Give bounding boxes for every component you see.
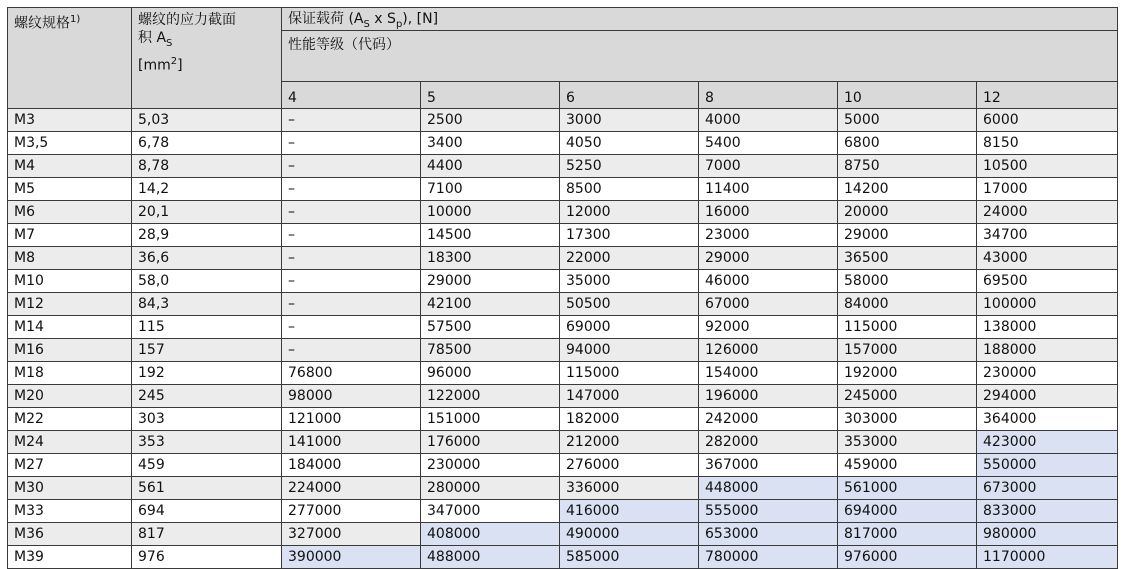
header-stress-area-unit: $[mm^2]$	[138, 55, 183, 74]
cell-proof-load-grade-8: 242000	[699, 408, 838, 431]
cell-proof-load-grade-10: 353000	[838, 431, 977, 454]
cell-stress-area: 245	[132, 385, 282, 408]
header-stress-area-line2: 积 $A_S$	[138, 30, 173, 49]
table-row	[8, 247, 1118, 270]
header-grade-8: 8	[699, 82, 838, 109]
cell-thread-size: M10	[8, 270, 132, 293]
cell-proof-load-grade-6: 94000	[560, 339, 699, 362]
cell-proof-load-grade-8: 780000	[699, 546, 838, 569]
cell-proof-load-grade-4: 390000	[282, 546, 421, 569]
cell-proof-load-grade-6: 585000	[560, 546, 699, 569]
cell-proof-load-grade-8: 653000	[699, 523, 838, 546]
cell-proof-load-grade-12: 43000	[977, 247, 1118, 270]
cell-proof-load-grade-10: 459000	[838, 454, 977, 477]
cell-proof-load-grade-8: 92000	[699, 316, 838, 339]
cell-proof-load-grade-4: –	[282, 293, 421, 316]
cell-proof-load-grade-6: 147000	[560, 385, 699, 408]
cell-proof-load-grade-6: 8500	[560, 178, 699, 201]
cell-proof-load-grade-12: 8150	[977, 132, 1118, 155]
cell-stress-area: 115	[132, 316, 282, 339]
cell-proof-load-grade-4: 98000	[282, 385, 421, 408]
table-row	[8, 500, 1118, 523]
cell-proof-load-grade-10: 303000	[838, 408, 977, 431]
cell-proof-load-grade-6: 276000	[560, 454, 699, 477]
cell-stress-area: 459	[132, 454, 282, 477]
cell-proof-load-grade-10: 5000	[838, 109, 977, 132]
cell-thread-size: M14	[8, 316, 132, 339]
table-body	[8, 109, 1118, 569]
cell-proof-load-grade-8: 23000	[699, 224, 838, 247]
header-stress-area-line1: 螺纹的应力截面	[138, 12, 236, 28]
cell-proof-load-grade-4: –	[282, 247, 421, 270]
cell-proof-load-grade-12: 980000	[977, 523, 1118, 546]
cell-proof-load-grade-6: 4050	[560, 132, 699, 155]
table-row	[8, 362, 1118, 385]
cell-proof-load-grade-4: –	[282, 155, 421, 178]
cell-proof-load-grade-4: 224000	[282, 477, 421, 500]
table-row	[8, 431, 1118, 454]
cell-proof-load-grade-10: 115000	[838, 316, 977, 339]
cell-stress-area: 84,3	[132, 293, 282, 316]
cell-stress-area: 14,2	[132, 178, 282, 201]
cell-proof-load-grade-10: 157000	[838, 339, 977, 362]
cell-proof-load-grade-4: 76800	[282, 362, 421, 385]
cell-proof-load-grade-6: 490000	[560, 523, 699, 546]
cell-proof-load-grade-5: 176000	[421, 431, 560, 454]
cell-proof-load-grade-8: 16000	[699, 201, 838, 224]
cell-stress-area: 6,78	[132, 132, 282, 155]
cell-proof-load-grade-12: 17000	[977, 178, 1118, 201]
cell-proof-load-grade-12: 673000	[977, 477, 1118, 500]
cell-proof-load-grade-5: 57500	[421, 316, 560, 339]
cell-proof-load-grade-12: 550000	[977, 454, 1118, 477]
cell-proof-load-grade-5: 280000	[421, 477, 560, 500]
cell-thread-size: M16	[8, 339, 132, 362]
cell-proof-load-grade-12: 34700	[977, 224, 1118, 247]
cell-thread-size: M30	[8, 477, 132, 500]
header-property-class: 性能等级（代码）	[282, 31, 1118, 82]
cell-thread-size: M36	[8, 523, 132, 546]
cell-thread-size: M5	[8, 178, 132, 201]
cell-proof-load-grade-12: 24000	[977, 201, 1118, 224]
cell-proof-load-grade-4: 141000	[282, 431, 421, 454]
table-row	[8, 178, 1118, 201]
cell-proof-load-grade-12: 833000	[977, 500, 1118, 523]
table-row	[8, 109, 1118, 132]
cell-proof-load-grade-12: 138000	[977, 316, 1118, 339]
table-row	[8, 546, 1118, 569]
cell-stress-area: 20,1	[132, 201, 282, 224]
cell-proof-load-grade-6: 69000	[560, 316, 699, 339]
cell-proof-load-grade-10: 58000	[838, 270, 977, 293]
cell-proof-load-grade-4: –	[282, 201, 421, 224]
cell-proof-load-grade-6: 115000	[560, 362, 699, 385]
cell-proof-load-grade-12: 423000	[977, 431, 1118, 454]
cell-proof-load-grade-4: –	[282, 339, 421, 362]
cell-stress-area: 694	[132, 500, 282, 523]
table-row	[8, 224, 1118, 247]
cell-stress-area: 157	[132, 339, 282, 362]
cell-stress-area: 8,78	[132, 155, 282, 178]
cell-proof-load-grade-10: 36500	[838, 247, 977, 270]
cell-proof-load-grade-12: 1170000	[977, 546, 1118, 569]
cell-proof-load-grade-10: 694000	[838, 500, 977, 523]
cell-thread-size: M3,5	[8, 132, 132, 155]
cell-proof-load-grade-12: 188000	[977, 339, 1118, 362]
cell-proof-load-grade-6: 5250	[560, 155, 699, 178]
proof-load-table	[7, 7, 1118, 569]
cell-thread-size: M3	[8, 109, 132, 132]
header-thread-size-label: 螺纹规格	[14, 15, 70, 32]
cell-proof-load-grade-8: 126000	[699, 339, 838, 362]
cell-proof-load-grade-10: 84000	[838, 293, 977, 316]
cell-thread-size: M8	[8, 247, 132, 270]
cell-thread-size: M39	[8, 546, 132, 569]
header-grade-12: 12	[977, 82, 1118, 109]
cell-proof-load-grade-12: 100000	[977, 293, 1118, 316]
cell-proof-load-grade-12: 10500	[977, 155, 1118, 178]
table-row	[8, 477, 1118, 500]
cell-proof-load-grade-5: 14500	[421, 224, 560, 247]
cell-proof-load-grade-6: 50500	[560, 293, 699, 316]
cell-proof-load-grade-6: 336000	[560, 477, 699, 500]
cell-proof-load-grade-4: –	[282, 132, 421, 155]
cell-proof-load-grade-8: 11400	[699, 178, 838, 201]
cell-proof-load-grade-8: 5400	[699, 132, 838, 155]
cell-proof-load-grade-4: –	[282, 224, 421, 247]
cell-proof-load-grade-10: 817000	[838, 523, 977, 546]
cell-proof-load-grade-5: 230000	[421, 454, 560, 477]
cell-proof-load-grade-10: 192000	[838, 362, 977, 385]
cell-proof-load-grade-12: 230000	[977, 362, 1118, 385]
table-row	[8, 132, 1118, 155]
cell-proof-load-grade-5: 488000	[421, 546, 560, 569]
cell-proof-load-grade-6: 35000	[560, 270, 699, 293]
cell-proof-load-grade-6: 22000	[560, 247, 699, 270]
header-proof-load: 保证载荷 ($A_S$ x $S_p$), [N]	[282, 8, 1118, 31]
cell-proof-load-grade-6: 3000	[560, 109, 699, 132]
cell-stress-area: 303	[132, 408, 282, 431]
cell-proof-load-grade-10: 8750	[838, 155, 977, 178]
table-row	[8, 293, 1118, 316]
cell-stress-area: 976	[132, 546, 282, 569]
cell-stress-area: 561	[132, 477, 282, 500]
table-row	[8, 201, 1118, 224]
cell-proof-load-grade-10: 6800	[838, 132, 977, 155]
cell-thread-size: M18	[8, 362, 132, 385]
cell-proof-load-grade-8: 46000	[699, 270, 838, 293]
cell-proof-load-grade-4: –	[282, 178, 421, 201]
cell-proof-load-grade-8: 282000	[699, 431, 838, 454]
cell-proof-load-grade-6: 12000	[560, 201, 699, 224]
cell-proof-load-grade-4: –	[282, 316, 421, 339]
cell-proof-load-grade-4: 327000	[282, 523, 421, 546]
cell-proof-load-grade-4: 121000	[282, 408, 421, 431]
cell-proof-load-grade-6: 182000	[560, 408, 699, 431]
cell-proof-load-grade-6: 17300	[560, 224, 699, 247]
cell-proof-load-grade-8: 67000	[699, 293, 838, 316]
header-stress-area	[132, 8, 282, 109]
header-thread-size	[8, 8, 132, 109]
cell-thread-size: M4	[8, 155, 132, 178]
cell-proof-load-grade-4: –	[282, 109, 421, 132]
cell-proof-load-grade-12: 69500	[977, 270, 1118, 293]
cell-proof-load-grade-10: 20000	[838, 201, 977, 224]
cell-proof-load-grade-10: 976000	[838, 546, 977, 569]
cell-thread-size: M12	[8, 293, 132, 316]
cell-proof-load-grade-5: 7100	[421, 178, 560, 201]
cell-proof-load-grade-8: 555000	[699, 500, 838, 523]
cell-thread-size: M6	[8, 201, 132, 224]
cell-proof-load-grade-5: 42100	[421, 293, 560, 316]
cell-proof-load-grade-10: 14200	[838, 178, 977, 201]
cell-proof-load-grade-5: 96000	[421, 362, 560, 385]
table-row	[8, 454, 1118, 477]
cell-proof-load-grade-12: 294000	[977, 385, 1118, 408]
cell-stress-area: 36,6	[132, 247, 282, 270]
header-thread-footnote: 1)	[70, 14, 81, 25]
cell-proof-load-grade-5: 29000	[421, 270, 560, 293]
cell-proof-load-grade-8: 196000	[699, 385, 838, 408]
cell-stress-area: 5,03	[132, 109, 282, 132]
cell-thread-size: M7	[8, 224, 132, 247]
cell-thread-size: M27	[8, 454, 132, 477]
cell-proof-load-grade-5: 122000	[421, 385, 560, 408]
cell-thread-size: M22	[8, 408, 132, 431]
cell-proof-load-grade-12: 364000	[977, 408, 1118, 431]
table-row	[8, 385, 1118, 408]
cell-proof-load-grade-10: 245000	[838, 385, 977, 408]
cell-proof-load-grade-4: 184000	[282, 454, 421, 477]
cell-proof-load-grade-8: 367000	[699, 454, 838, 477]
table-row	[8, 408, 1118, 431]
cell-proof-load-grade-10: 561000	[838, 477, 977, 500]
cell-proof-load-grade-10: 29000	[838, 224, 977, 247]
header-grade-5: 5	[421, 82, 560, 109]
cell-thread-size: M33	[8, 500, 132, 523]
cell-proof-load-grade-12: 6000	[977, 109, 1118, 132]
cell-proof-load-grade-6: 416000	[560, 500, 699, 523]
cell-proof-load-grade-6: 212000	[560, 431, 699, 454]
table-row	[8, 523, 1118, 546]
table-row	[8, 270, 1118, 293]
cell-stress-area: 28,9	[132, 224, 282, 247]
cell-proof-load-grade-8: 154000	[699, 362, 838, 385]
cell-proof-load-grade-8: 29000	[699, 247, 838, 270]
cell-proof-load-grade-5: 4400	[421, 155, 560, 178]
cell-stress-area: 58,0	[132, 270, 282, 293]
cell-proof-load-grade-8: 4000	[699, 109, 838, 132]
cell-proof-load-grade-5: 347000	[421, 500, 560, 523]
cell-proof-load-grade-5: 18300	[421, 247, 560, 270]
cell-proof-load-grade-8: 448000	[699, 477, 838, 500]
cell-proof-load-grade-5: 3400	[421, 132, 560, 155]
header-grade-4: 4	[282, 82, 421, 109]
cell-proof-load-grade-4: –	[282, 270, 421, 293]
cell-thread-size: M24	[8, 431, 132, 454]
table-row	[8, 155, 1118, 178]
header-grade-6: 6	[560, 82, 699, 109]
table-row	[8, 316, 1118, 339]
cell-proof-load-grade-5: 2500	[421, 109, 560, 132]
cell-proof-load-grade-5: 408000	[421, 523, 560, 546]
cell-stress-area: 353	[132, 431, 282, 454]
cell-proof-load-grade-5: 78500	[421, 339, 560, 362]
cell-proof-load-grade-8: 7000	[699, 155, 838, 178]
cell-proof-load-grade-5: 151000	[421, 408, 560, 431]
cell-stress-area: 192	[132, 362, 282, 385]
cell-proof-load-grade-4: 277000	[282, 500, 421, 523]
cell-stress-area: 817	[132, 523, 282, 546]
cell-proof-load-grade-5: 10000	[421, 201, 560, 224]
header-grade-10: 10	[838, 82, 977, 109]
cell-thread-size: M20	[8, 385, 132, 408]
table-row	[8, 339, 1118, 362]
